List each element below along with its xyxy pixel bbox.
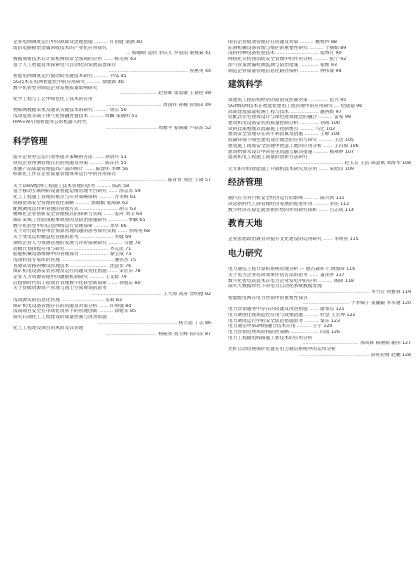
toc-entry: 抽汽压力对汽机安全经济运行的影响 ……… 陈兴典 111 bbox=[228, 196, 345, 202]
toc-entry: 提升企业办公运行效率提升策略的方法 …… 孙清丹 53 bbox=[13, 155, 127, 161]
toc-entry-authors: … 杨晓晴 袁欣 李沃儿 罗思雨 梁燕菊 41 bbox=[125, 51, 211, 57]
toc-entry: 提高机电工程施工质量的创新方法研究 bbox=[228, 155, 308, 161]
toc-entry: 关于10kV配网工程施工技术管理的思考 ……… 陈武 58 bbox=[13, 183, 130, 189]
toc-entry: 浅析特种设备检验技术 ……………………… 张博凡 90 bbox=[228, 51, 342, 57]
toc-entry: 高新建筑质量检测工程与技术 ……………… 潘西娟 97 bbox=[228, 109, 342, 115]
toc-entry: 基于移动互联网的设备智能运维管理平台研究 …… 涂志苏 59 bbox=[13, 189, 141, 195]
toc-entry: 涂气管道泄漏检测监测与防治措施 ………… 张维 93 bbox=[228, 62, 337, 68]
toc-entry-authors: ………………………… 于李娣子 张毓颖 李永驰 120 bbox=[302, 301, 411, 307]
toc-entry: 企业思想政治教育对提升文化建设的运用研究 …… 李明亮 115 bbox=[228, 237, 359, 243]
toc-entry-authors: …………………………… 杨振亮 高玉峰 崔向东 87 bbox=[105, 332, 211, 338]
toc-entry: 浅谈危废等离子体气化熔融处置技术 ……… 周麟 张晓明 51 bbox=[13, 114, 138, 120]
toc-entry: 浅谈源头的信息化管理 ……………………… 吴莉 83 bbox=[13, 297, 122, 303]
toc-entry-authors: ……………………………… 周国祥 孙耀 崔保田 49 bbox=[105, 102, 211, 108]
toc-entry-authors: ……………………………………… 王大海 高涛 晋明德 82 bbox=[91, 292, 211, 298]
toc-entry: 煤矿采煤工作面顶板事故原因及防治措施研究 ………… 季鹏 65 bbox=[13, 217, 146, 223]
toc-entry-authors: …………………………………… 陈青青 刘浩 王微 57 bbox=[100, 178, 211, 184]
toc-entry: 关于县级资源资产管理与国土空间规划的思考 bbox=[13, 286, 107, 292]
toc-entry: 废旧电路板贵金属回收技术的产业化应用探究 bbox=[13, 45, 107, 51]
toc-entry: 电力调度运行中的安全防范措施思考 ……… 秦东 123 bbox=[228, 318, 340, 324]
toc-entry: 船舶机械设备维修中的管理探讨 ……………… 秦宝成 73 bbox=[13, 252, 132, 258]
toc-entry: 轧钢机械设备管理与维护的重要性研究 ……… 于丽娟 89 bbox=[228, 45, 347, 51]
toc-entry-authors: …………………………… 周雅平 蔡圆敏 卢彩冻 52 bbox=[105, 125, 211, 131]
toc-entry: 5G物联网技术在智能化建筑工程管理中的应用研究 … 纪晓迪 96 bbox=[228, 103, 363, 109]
toc-entry: 建筑给排水设计中的常见问题与解决措施 ……… 杨翠婷 107 bbox=[228, 149, 354, 155]
toc-entry: 浅谈项目安全在市场化改革下的管理创新 ……… 徐建军 85 bbox=[13, 309, 136, 315]
toc-entry: 电力调度化现场监控应用与效果措施 ……… 杜登 王宏坤 122 bbox=[228, 312, 356, 318]
toc-entry: 电力工程输电线路施工新技术的应用分析 bbox=[228, 335, 313, 341]
toc-entry: 数字化转型中的信息网络运行管理探索 ……… 李华 66 bbox=[13, 223, 127, 229]
section-heading: 科学管理 bbox=[13, 137, 48, 148]
toc-entry: 数字化转型对制造企业发展质量影响研究 bbox=[13, 85, 98, 91]
toc-entry: 后疫情时代的工程项目管理数字化转型新探索 …… 孙旭东 80 bbox=[13, 280, 141, 286]
toc-entry: 数字经济在稳定就业新形势的作用研究探析 …… 吕志成 114 bbox=[228, 207, 354, 213]
toc-entry-authors: ………………………………………… 李力行 何雅蓉 119 bbox=[294, 289, 411, 295]
section-heading: 教育天地 bbox=[228, 219, 263, 230]
toc-entry: 浅谈科技专家库的管理 …………………………… 潘伟杰 75 bbox=[13, 257, 136, 263]
section-heading: 经济管理 bbox=[228, 178, 263, 189]
toc-entry-authors: …………………………………………… 杨立超 丁志 86 bbox=[97, 320, 211, 326]
toc-entry: 精细化企业创新安全管理模式的探索与实践 …… 姜涛 刘玉 64 bbox=[13, 212, 143, 218]
toc-entry: 探究石油化工工程建设的质量控制与改善措施 bbox=[13, 314, 107, 320]
toc-entry: 无专职司机智能施工升降机技术研究及应用 …… 朱昭山 109 bbox=[228, 166, 354, 172]
toc-right-column bbox=[228, 40, 411, 358]
toc-entry-authors: ……………………………………… 薛旺拉姆 赵鹏 128 bbox=[299, 352, 411, 358]
toc-entry: 化学工程与工艺中绿色化工技术的应用 bbox=[13, 97, 93, 103]
toc-entry: 5G技术在电网智能化中的应用研究 ……… 俞建新 46 bbox=[13, 79, 124, 85]
toc-entry: 标准化工作在企业质量管理体系运行中的作用探讨 bbox=[13, 172, 117, 178]
toc-entry: 钢铁企业人力资源管理的发展与评价探索研究 ……… 马德 70 bbox=[13, 240, 141, 246]
toc-entry: 配网调度运作和管理的管理方式 …………………… 胡玉 63 bbox=[13, 206, 136, 212]
toc-entry: 电力营销电费风险和防控策略 ……………… 向雨 126 bbox=[228, 329, 340, 335]
toc-entry: 低碳环保下绿色建筑设计理念的应用与研究 ……… 王达 105 bbox=[228, 138, 354, 144]
toc-entry-authors: …………………………………………… 曾惠英 44 bbox=[108, 68, 211, 74]
toc-entry: 电力营销服务中存在的问题及改进措施 …… 廖承点 121 bbox=[228, 307, 345, 313]
toc-entry: 数字化智电站技术在电力企业发电中的应用 ……… 陶锋 118 bbox=[228, 278, 354, 284]
toc-entry: 建筑安全管理存在的不利因素及措施 ……… 王峰 104 bbox=[228, 132, 340, 138]
toc-entry: 企业人力资源管理中的激励机制研究 ……… 王文姣 79 bbox=[13, 275, 127, 281]
toc-entry: 制造企业质量管理信息化路径探析 ………… 钟伟成 94 bbox=[228, 68, 342, 74]
toc-entry: 化工工程施工管理的难点与应对策略探析 ……… 方冬梅 61 bbox=[13, 195, 136, 201]
toc-entry: 煤矿机电设备管理存在的问题及对策分析 …… 许海强 84 bbox=[13, 303, 132, 309]
toc-entry: 关于变电运检精益化管理的思考 ………………… 李健 69 bbox=[13, 235, 132, 241]
toc-entry: 企业电网调度运行中的故障及处理措施 ……… 许佰健 梁涵 40 bbox=[13, 40, 143, 45]
toc-entry: 化工工程建设项目的风险及其管理 bbox=[13, 326, 84, 332]
toc-entry-authors: ………………………… 赵玉友 王洁 陈慧斌 刘海华 108 bbox=[296, 160, 411, 166]
toc-entry: 物联网数据采集及通讯关键技术的研究 ……… 周宗 50 bbox=[13, 108, 127, 114]
toc-entry: 国有企业绩效管理存在问题及对策 ……… 姚牧羚 88 bbox=[228, 40, 337, 45]
toc-entry: 关于对行政事业单位预算管理问题的思考探究实践 …… 李海英 68 bbox=[13, 229, 150, 235]
toc-entry: 试析挂质整理式混凝施工控制要点 ……… 马迁 102 bbox=[228, 126, 336, 132]
toc-entry: 煤矿机电设备安装管理及运行问题及优化措施 …… 宋宏东 78 bbox=[13, 269, 141, 275]
section-heading: 建筑科学 bbox=[228, 80, 263, 91]
toc-entry: 高级计划排程应用与研究 ……………………… 齐志民 71 bbox=[13, 246, 132, 252]
toc-entry: 试论新时代工商管理经济发展的促进作用 ……… 李民 112 bbox=[228, 202, 350, 208]
section-heading: 电力研究 bbox=[228, 249, 263, 260]
toc-entry: 智能配电网在电力营销中的重要性探讨 bbox=[228, 295, 308, 301]
toc-entry: 电力通信工程计算机系统管理分析 ··· 德古森祥 仁增曲珍 116 bbox=[228, 267, 356, 273]
toc-entry: 建筑机电设备安装的质量控制分析 ………… 刘靖 100 bbox=[228, 121, 340, 127]
toc-entry: 智能电网调度运行滚动的关键技术研究 ……… 尹品 45 bbox=[13, 74, 127, 80]
toc-entry-authors: ……………………………… 邢凤辉 韩丽娟 谢伟 127 bbox=[302, 341, 411, 347]
toc-entry: 光纤自动切换保护装置在电力通信系统中的运用分析 bbox=[228, 347, 336, 353]
toc-entry: 关于电力企业培训效果评估方法的思考 …… 董泽洪 117 bbox=[228, 272, 345, 278]
toc-entry: 电力通信中5G网络融合技术应用 ……… 王宇 124 bbox=[228, 324, 333, 330]
toc-entry: 加强产品质量管理提高产品的统计 …… 陈建伟 李婵 56 bbox=[13, 166, 129, 172]
toc-entry: 建筑施工现场安全管理中智慧工地的应用分析 …… 王冯海 106 bbox=[228, 143, 359, 149]
toc-entry: RPA+AI引领智能办公的机器人时代 bbox=[13, 119, 87, 125]
toc-entry: 铁路货场安全管理和优化策略 ……… 郭福娥 张海斌 62 bbox=[13, 200, 129, 206]
toc-entry: 谈建筑工程结构经常的原因及控制对策 ………… 范兴 95 bbox=[228, 98, 347, 104]
toc-left-column bbox=[13, 40, 211, 338]
toc-entry: 装配式住宅建筑设计与绿色建筑理念的融合 ……… 雷希 99 bbox=[228, 115, 351, 121]
toc-entry: 铁电企业预测管理在后的问题及对策 ……… 陈东兵 55 bbox=[13, 160, 127, 166]
toc-entry-authors: …………………… 赵春晖 张思敏 王嘉伦 48 bbox=[119, 91, 211, 97]
toc-entry: 网络化在校园消防安全管理中的作用分析 ……… 张宁 92 bbox=[228, 57, 347, 63]
toc-entry: 基于人工智能技术探索电气自动化的发展前景探讨 bbox=[13, 62, 117, 68]
toc-entry: 普通试管路的敷设管理技术 …………………… 沈慧菲 76 bbox=[13, 263, 132, 269]
toc-entry: 数据加密技术在计算机网络安全领域的应用 …… 杨关娇 43 bbox=[13, 57, 136, 63]
toc-entry: 探究大数据时代下的电力自动化系统数据处理 bbox=[228, 284, 322, 290]
